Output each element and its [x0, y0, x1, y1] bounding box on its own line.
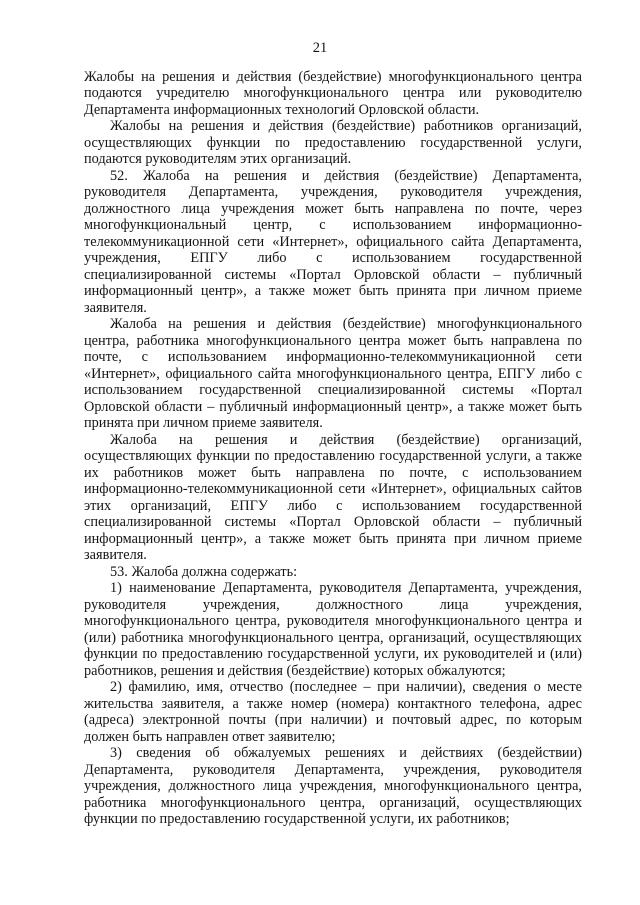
paragraph-53-complaint-contents: 53. Жалоба должна содержать: [110, 563, 298, 580]
paragraph-52-department-complaint-channels: 52. Жалоба на решения и действия (бездействие) Департамента, руководителя Департамента, учреждения, руководителя учреждения, должностного лица учреждения может быть направлена по почте, через многофункциональный центр, с использованием информационно-телекоммуникационной сети «Интернет», официального сайта Департамента, учреждения, ЕПГУ либо с использованием государственной специализированной системы «Портал Орловской области – публичный информационный центр», а также может быть принята при личном приеме заявителя. [84, 167, 582, 316]
paragraph-organization-complaints: Жалобы на решения и действия (бездействие) работников организаций, осуществляющих функции по предоставлению государственной услуги, подаются руководителям этих организаций. [84, 118, 582, 167]
paragraph-mfc-complaints: Жалобы на решения и действия (бездействие) многофункционального центра подаются учредителю многофункционального центра или руководителю Департамента информационных технологий Орловской области. [84, 68, 582, 118]
list-item-1-subject-of-complaint: 1) наименование Департамента, руководителя Департамента, учреждения, руководителя учреждения, должностного лица учреждения, многофункционального центра, руководителя многофункционального центра и (или) работника многофункционального центра, организаций, осуществляющих функции по предоставлению государственной услуги, их руководителей и (или) работников, решения и действия (бездействие) которых обжалуются; [84, 580, 582, 679]
list-item-2-applicant-details: 2) фамилию, имя, отчество (последнее – при наличии), сведения о месте жительства заявителя, а также номер (номера) контактного телефона, адрес (адреса) электронной почты (при наличии) и почтовый адрес, по которым должен быть направлен ответ заявителю; [84, 679, 582, 745]
paragraph-organization-complaint-channels: Жалоба на решения и действия (бездействие) организаций, осуществляющих функции по предоставлению государственной услуги, а также их работников может быть направлена по почте, с использованием информационно-телекоммуникационной сети «Интернет», официальных сайтов этих организаций, ЕПГУ либо с использованием государственной специализированной системы «Портал Орловской области – публичный информационный центр», а также может быть принята при личном приеме заявителя. [84, 431, 582, 563]
page-number: 21 [312, 40, 328, 56]
paragraph-mfc-complaint-channels: Жалоба на решения и действия (бездействие) многофункционального центра, работника многофункционального центра может быть направлена по почте, с использованием информационно-телекоммуникационной сети «Интернет», официального сайта многофункционального центра, ЕПГУ либо с использованием государственной специализированной системы «Портал Орловской области – публичный информационный центр», а также может быть принята при личном приеме заявителя. [84, 316, 582, 431]
list-item-3-appealed-actions: 3) сведения об обжалуемых решениях и действиях (бездействии) Департамента, руководителя Департамента, учреждения, руководителя учреждения, должностного лица учреждения, многофункционального центра, работника многофункционального центра, организаций, осуществляющих функции по предоставлению государственной услуги, их работников; [84, 745, 582, 827]
